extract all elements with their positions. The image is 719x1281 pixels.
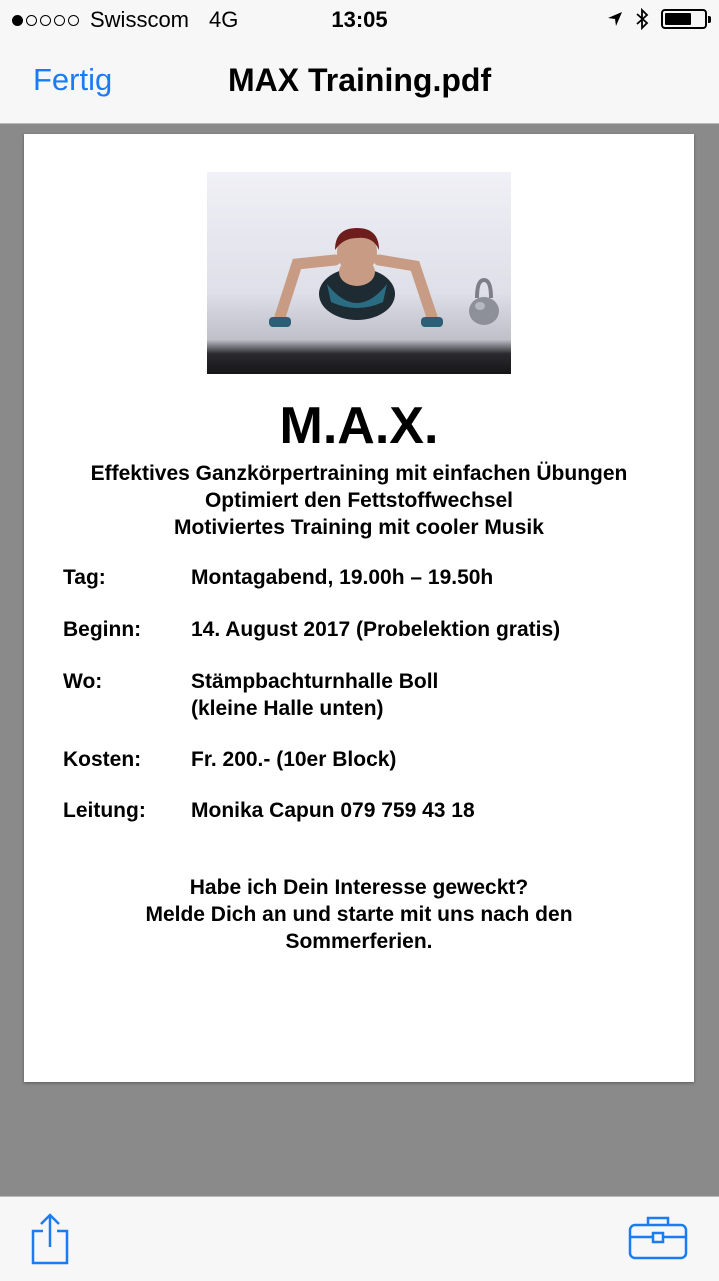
workout-photo [207, 172, 511, 374]
poster-title: M.A.X. [279, 397, 439, 455]
info-value [191, 668, 671, 722]
info-value: Montagabend, 19.00h – 19.50h [191, 566, 494, 589]
subtitle-line: Optimiert den Fettstoffwechsel [204, 489, 514, 512]
closing-line: Melde Dich an und starte mit uns nach den [145, 903, 573, 926]
done-button[interactable]: Fertig [33, 62, 113, 97]
location-line: Stämpbachturnhalle Boll [191, 670, 439, 693]
info-value: Monika Capun 079 759 43 18 [191, 799, 475, 822]
closing-text [24, 874, 694, 955]
info-label: Kosten: [63, 748, 142, 771]
bottom-toolbar [0, 1196, 719, 1281]
status-right [607, 8, 707, 30]
share-icon [30, 1252, 70, 1269]
nav-bar [0, 40, 719, 123]
share-button[interactable] [30, 1213, 70, 1270]
status-time: 13:05 [331, 7, 388, 32]
network-type: 4G [209, 7, 239, 32]
poster-subtitles [24, 460, 694, 541]
info-label: Beginn: [63, 618, 142, 641]
battery-icon [661, 9, 707, 29]
location-detail: (kleine Halle unten) [191, 697, 384, 720]
info-label: Tag: [63, 566, 106, 589]
location-arrow-icon [607, 11, 623, 27]
status-bar [0, 0, 719, 40]
pdf-page[interactable] [24, 134, 694, 1082]
toolbox-icon [628, 1248, 688, 1265]
info-value: 14. August 2017 (Probelektion gratis) [191, 618, 561, 641]
info-label: Leitung: [63, 799, 146, 822]
bluetooth-icon [635, 8, 649, 30]
closing-line: Sommerferien. [285, 930, 433, 953]
subtitle-line: Motiviertes Training mit cooler Musik [174, 516, 544, 539]
tools-button[interactable] [628, 1215, 688, 1266]
subtitle-line: Effektives Ganzkörpertraining mit einfachen Übungen [90, 462, 628, 485]
info-label: Wo: [63, 670, 103, 693]
closing-line: Habe ich Dein Interesse geweckt? [189, 876, 529, 899]
carrier-name: Swisscom [90, 7, 190, 32]
top-bar [0, 0, 719, 124]
document-title: MAX Training.pdf [228, 62, 492, 98]
info-value: Fr. 200.- (10er Block) [191, 748, 397, 771]
